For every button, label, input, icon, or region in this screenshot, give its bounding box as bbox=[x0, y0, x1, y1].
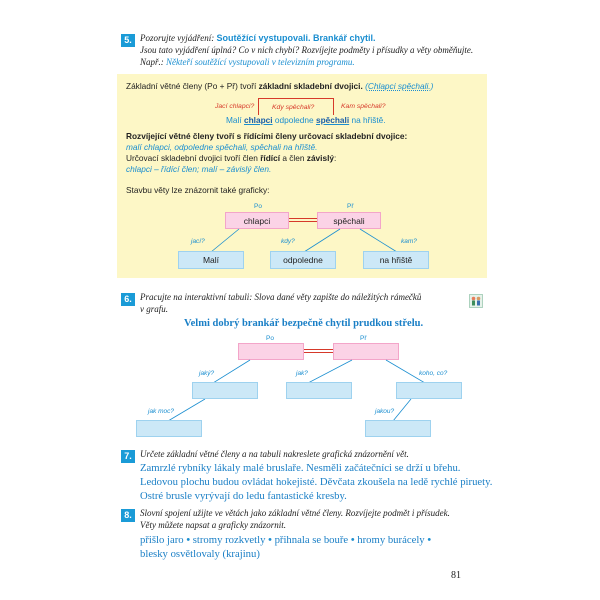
task-8-number: 8. bbox=[121, 509, 135, 522]
graph2-box-jaky[interactable] bbox=[192, 382, 258, 399]
phrase-bullet: • bbox=[268, 534, 272, 546]
graph2-pr-label: Př bbox=[360, 335, 367, 342]
task-6-number: 6. bbox=[121, 293, 135, 306]
phrase-bullet: • bbox=[186, 534, 191, 546]
det-zavisly: závislý bbox=[306, 153, 335, 163]
example-word-mali: Malí bbox=[226, 115, 244, 125]
task-8-phrases-line-1 bbox=[140, 533, 431, 548]
task-7-sentence-2: Ledovou plochu budou ovládat hokejisté. Děvčata zkoušela na ledě rychlé piruety. bbox=[140, 476, 493, 488]
task-5-line-2: Jsou tato vyjádření úplná? Co v nich chybí? Rozvíjejte podměty i přísudky a věty obměňujte. bbox=[140, 45, 474, 55]
task-5-number: 5. bbox=[121, 34, 135, 47]
basic-rule-text: Základní větné členy (Po + Př) tvoří bbox=[126, 81, 259, 91]
graph2-question-koho-co: koho, co? bbox=[419, 370, 448, 377]
developing-members-rule: Rozvíjející větné členy tvoří s řídícími členy určovací skladební dvojice: bbox=[126, 131, 408, 141]
question-jaci-chlapci: Jací chlapci? bbox=[215, 103, 255, 110]
graph1-box-odpoledne: odpoledne bbox=[270, 251, 336, 269]
det-ridici: řídící bbox=[260, 153, 281, 163]
task-6-line-1: Pracujte na interaktivní tabuli: Slova dané věty zapište do náležitých rámečků bbox=[140, 292, 422, 302]
graph2-po-label: Po bbox=[266, 335, 274, 342]
graph2-question-jaky: jaký? bbox=[199, 370, 215, 377]
task-6-line-2: v grafu. bbox=[140, 304, 168, 314]
task-6-sentence: Velmi dobrý brankář bezpečně chytil prudkou střelu. bbox=[184, 318, 424, 329]
graph1-box-na-hriste: na hřiště bbox=[363, 251, 429, 269]
developing-members-examples: malí chlapci, odpoledne spěchali, spěchali na hřiště. bbox=[126, 142, 318, 152]
phrase-prislo-jaro: přišlo jaro bbox=[140, 534, 184, 546]
task-7-number: 7. bbox=[121, 450, 135, 463]
determining-pair-examples: chlapci – řídící člen; malí – závislý člen. bbox=[126, 164, 272, 174]
graph2-box-koho-co[interactable] bbox=[396, 382, 462, 399]
phrase-blesky-osvetlovaly: blesky osvětlovaly (krajinu) bbox=[140, 548, 260, 560]
question-kdy-spechali: Kdy spěchali? bbox=[272, 104, 315, 111]
phrase-bullet: • bbox=[427, 534, 432, 546]
task-7-sentence-3: Ostré brusle vyrývají do ledu fantastické kresby. bbox=[140, 490, 347, 502]
task-8-phrases-line-2 bbox=[140, 547, 260, 562]
page-number: 81 bbox=[451, 570, 461, 581]
example-word-chlapci: chlapci bbox=[243, 115, 273, 125]
graph2-question-jakou: jakou? bbox=[375, 408, 395, 415]
graph2-box-jak[interactable] bbox=[286, 382, 352, 399]
graph2-box-jak-moc[interactable] bbox=[136, 420, 202, 437]
graph1-subject-box: chlapci bbox=[225, 212, 289, 229]
task-5-sentence: Soutěžící vystupovali. Brankář chytil. bbox=[216, 33, 376, 43]
phrase-bullet: • bbox=[350, 534, 355, 546]
example-word-na-hriste: na hřiště. bbox=[349, 115, 386, 125]
graph1-box-mali: Malí bbox=[178, 251, 244, 269]
graph1-question-kdy: kdy? bbox=[281, 238, 295, 245]
graph1-pr-label: Př bbox=[347, 203, 354, 210]
task-5-example-prefix: Např.: bbox=[140, 57, 167, 67]
example-word-spechali: spěchali bbox=[315, 115, 350, 125]
basic-rule-example: (Chlapci spěchali.) bbox=[365, 81, 434, 91]
det-prefix: Určovací skladební dvojici tvoří člen bbox=[126, 153, 261, 163]
phrase-prihnala-se-boure: přihnala se bouře bbox=[274, 534, 349, 546]
graph-intro: Stavbu věty lze znázornit také graficky: bbox=[126, 185, 270, 195]
task-5-example: Někteří soutěžící vystupovali v televizním programu. bbox=[166, 57, 355, 67]
phrase-stromy-rozkvetly: stromy rozkvetly bbox=[192, 534, 266, 546]
graph1-po-label: Po bbox=[254, 203, 262, 210]
graph1-question-kam: kam? bbox=[401, 238, 417, 245]
task-5-prefix: Pozorujte vyjádření: bbox=[140, 33, 217, 43]
basic-rule-bold: základní skladební dvojici. bbox=[258, 81, 363, 91]
phrase-hromy-buracely: hromy burácely bbox=[357, 534, 425, 546]
task-7-instruction: Určete základní větné členy a na tabuli nakreslete grafická znázornění vět. bbox=[140, 449, 409, 459]
graph1-question-jaci: jací? bbox=[191, 238, 205, 245]
task-8-line-1: Slovní spojení užijte ve větách jako základní větné členy. Rozvíjejte podmět i přísudek. bbox=[140, 508, 450, 518]
task-7-sentence-1: Zamrzlé rybníky lákaly malé bruslaře. Nesměli začátečníci se drží u břehu. bbox=[140, 462, 461, 474]
det-mid: a člen bbox=[280, 153, 307, 163]
graph1-predicate-box: spěchali bbox=[317, 212, 381, 229]
graph2-question-jak-moc: jak moc? bbox=[148, 408, 175, 415]
graph2-box-jakou[interactable] bbox=[365, 420, 431, 437]
example-word-odpoledne: odpoledne bbox=[272, 115, 316, 125]
task-8-line-2: Věty můžete napsat a graficky znázornit. bbox=[140, 520, 286, 530]
det-end: : bbox=[334, 153, 337, 163]
graph2-question-jak: jak? bbox=[296, 370, 308, 377]
question-kam-spechali: Kam spěchali? bbox=[341, 103, 386, 110]
